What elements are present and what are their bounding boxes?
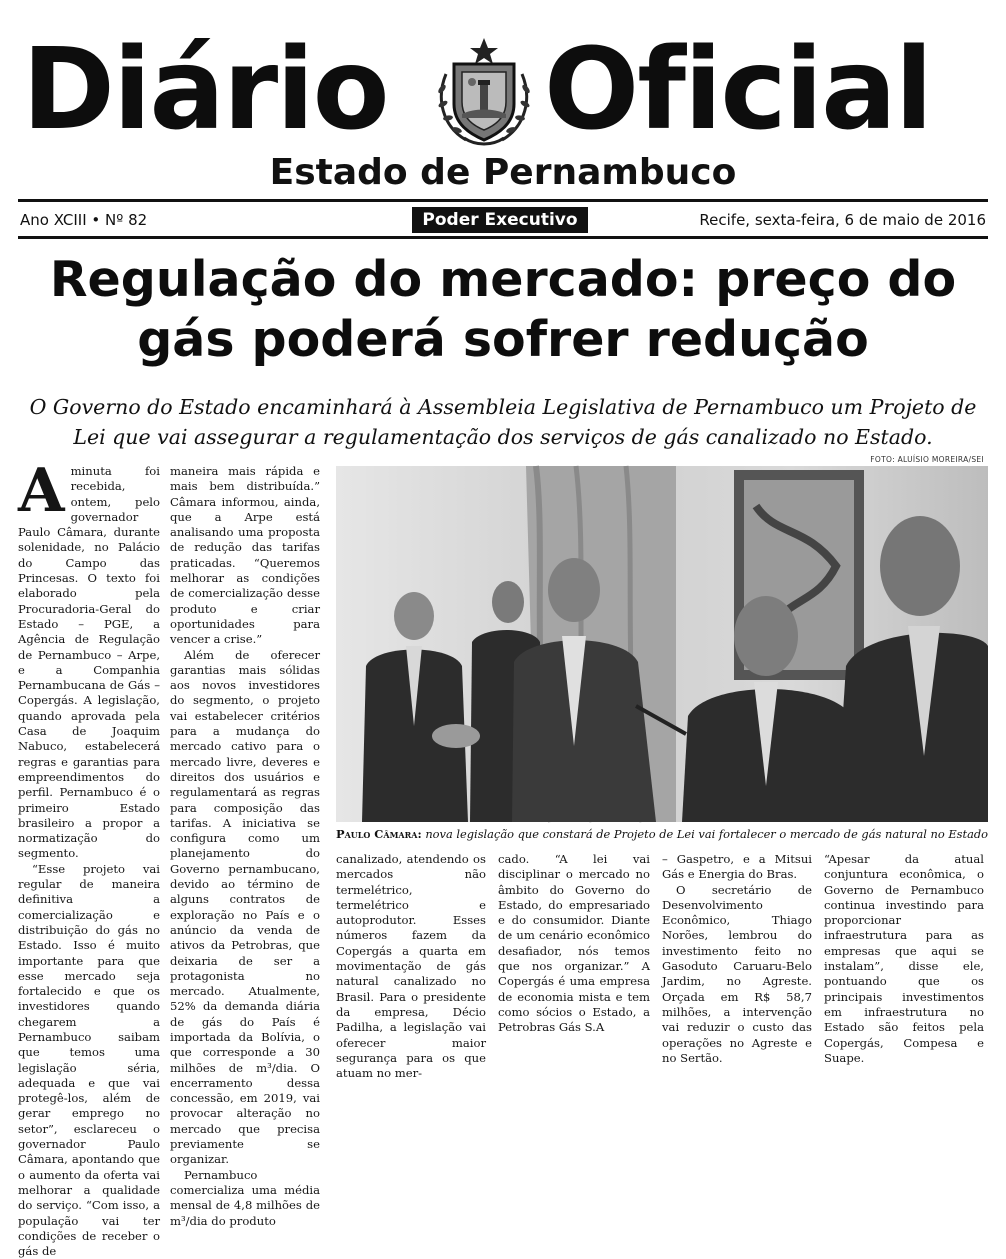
- article-column-5: [662, 852, 812, 1065]
- deck: O Governo do Estado encaminhará à Assembleia Legislativa de Pernambuco um Projeto de Lei que vai assegurar a regulamentação dos serviços de gás canalizado no Estado.: [29, 395, 977, 449]
- masthead-subtitle: Estado de Pernambuco: [269, 152, 737, 193]
- paragraph: Além de oferecer garantias mais sólidas aos novos investidores do segmento, o projeto vai estabelecer critérios para a mudança do mercado cativo para o mercado livre, deveres e direitos dos usuários e regulamentará as regras para composição das tarifas. A iniciativa se configura como um planejamento do Governo pernambucano, devido ao término de alguns contratos de exploração no País e o anúncio da venda de ativos da Petrobras, que deixaria de ser a protagonista no mercado. Atualmente, 52% da demanda diária de gás do País é importada da Bolívia, o que corresponde a 30 milhões de m³/dia. O encerramento dessa concessão, em 2019, vai provocar alteração no mercado que precisa previamente se organizar.: [170, 647, 320, 1167]
- masthead-title: [0, 25, 1006, 155]
- article-column-1: [18, 456, 160, 1259]
- paragraph-text: minuta foi recebida, ontem, pelo governador Paulo Câmara, durante solenidade, no Palácio do Campo das Princesas. O texto foi elaborado pela Procuradoria-Geral do Estado – PGE, a Agência de Regulação de Pernambuco – Arpe, e a Companhia Pernambucana de Gás – Copergás. A legislação, quando aprovada pela Casa de Joaquim Nabuco, estabelecerá regras e garantias para empreendimentos do perfil. Pernambuco é o primeiro Estado brasileiro a propor a normatização do segmento.: [18, 464, 160, 861]
- masthead-rule-bottom: [18, 236, 988, 239]
- paragraph: [18, 456, 160, 862]
- article-photo: [336, 466, 988, 822]
- photo-caption: [336, 826, 988, 842]
- paragraph: canalizado, atendendo os mercados não termelétrico, termelétrico e autoprodutor. Esses números fazem da Copergás a quarta em movimentação de gás natural canalizado no Brasil. Para o presidente da empresa, Décio Padilha, a legislação vai oferecer maior segurança para os que atuam no mer-: [336, 852, 486, 1081]
- pernambuco-coat-of-arms-icon: [432, 34, 536, 148]
- paragraph: maneira mais rápida e mais bem distribuída.” Câmara informou, ainda, que a Arpe está analisando uma proposta de redução das tarifas praticadas. “Queremos melhorar as condições de comercialização desse produto e criar oportunidades para vencer a crise.”: [170, 464, 320, 647]
- paragraph: “Esse projeto vai regular de maneira definitiva a comercialização e distribuição do gás no Estado. Isso é muito importante para que esse mercado seja fortalecido e que os investidores quando chegarem a Pernambuco saibam que temos uma legislação séria, adequada e que vai protegê-los, além de gerar emprego no setor”, esclareceu o governador Paulo Câmara, apontando que o aumento da oferta vai melhorar a qualidade do serviço. “Com isso, a população vai ter condições de receber o gás de: [18, 861, 160, 1259]
- masthead-rule-top: [18, 199, 988, 202]
- dropcap: A: [18, 456, 65, 526]
- paragraph: O secretário de Desenvolvimento Econômico, Thiago Norões, lembrou do investimento feito no Gasoduto Caruaru-Belo Jardim, no Agreste. Orçada em R$ 58,7 milhões, a intervenção vai reduzir o custo das operações no Agreste e no Sertão.: [662, 882, 812, 1065]
- article-column-6: [824, 852, 984, 1065]
- paragraph: Pernambuco comercializa uma média mensal de 4,8 milhões de m³/dia do produto: [170, 1167, 320, 1228]
- masthead-title-left: Diário: [22, 25, 388, 155]
- masthead-title-right: Oficial: [544, 25, 932, 155]
- caption-text: nova legislação que constará de Projeto de Lei vai fortalecer o mercado de gás natural no Estado: [421, 827, 989, 841]
- photo-credit: FOTO: ALUÍSIO MOREIRA/SEI: [870, 455, 984, 464]
- paragraph: cado. “A lei vai disciplinar o mercado no âmbito do Governo do Estado, do empresariado e do consumidor. Diante de um cenário econômico desafiador, nós temos que nos organizar.” A Copergás é uma empresa de economia mista e tem como sócios o Estado, a Petrobras Gás S.A: [498, 852, 650, 1035]
- paragraph: “Apesar da atual conjuntura econômica, o Governo de Pernambuco continua investindo para proporcionar infraestrutura para as empresas que aqui se instalam”, disse ele, pontuando que os principais investimentos em infraestrutura no Estado são feitos pela Copergás, Compesa e Suape.: [824, 852, 984, 1065]
- caption-name: Paulo Câmara:: [336, 827, 422, 841]
- section-badge: Poder Executivo: [412, 207, 588, 233]
- dateline: Recife, sexta-feira, 6 de maio de 2016: [699, 211, 986, 229]
- article-column-3: [336, 852, 486, 1081]
- article-column-2: [170, 464, 320, 1228]
- paragraph: – Gaspetro, e a Mitsui Gás e Energia do Bras.: [662, 852, 812, 882]
- article-column-4: [498, 852, 650, 1035]
- edition-number: Ano XCIII • Nº 82: [20, 211, 148, 229]
- headline: Regulação do mercado: preço do gás poderá sofrer redução: [49, 251, 957, 368]
